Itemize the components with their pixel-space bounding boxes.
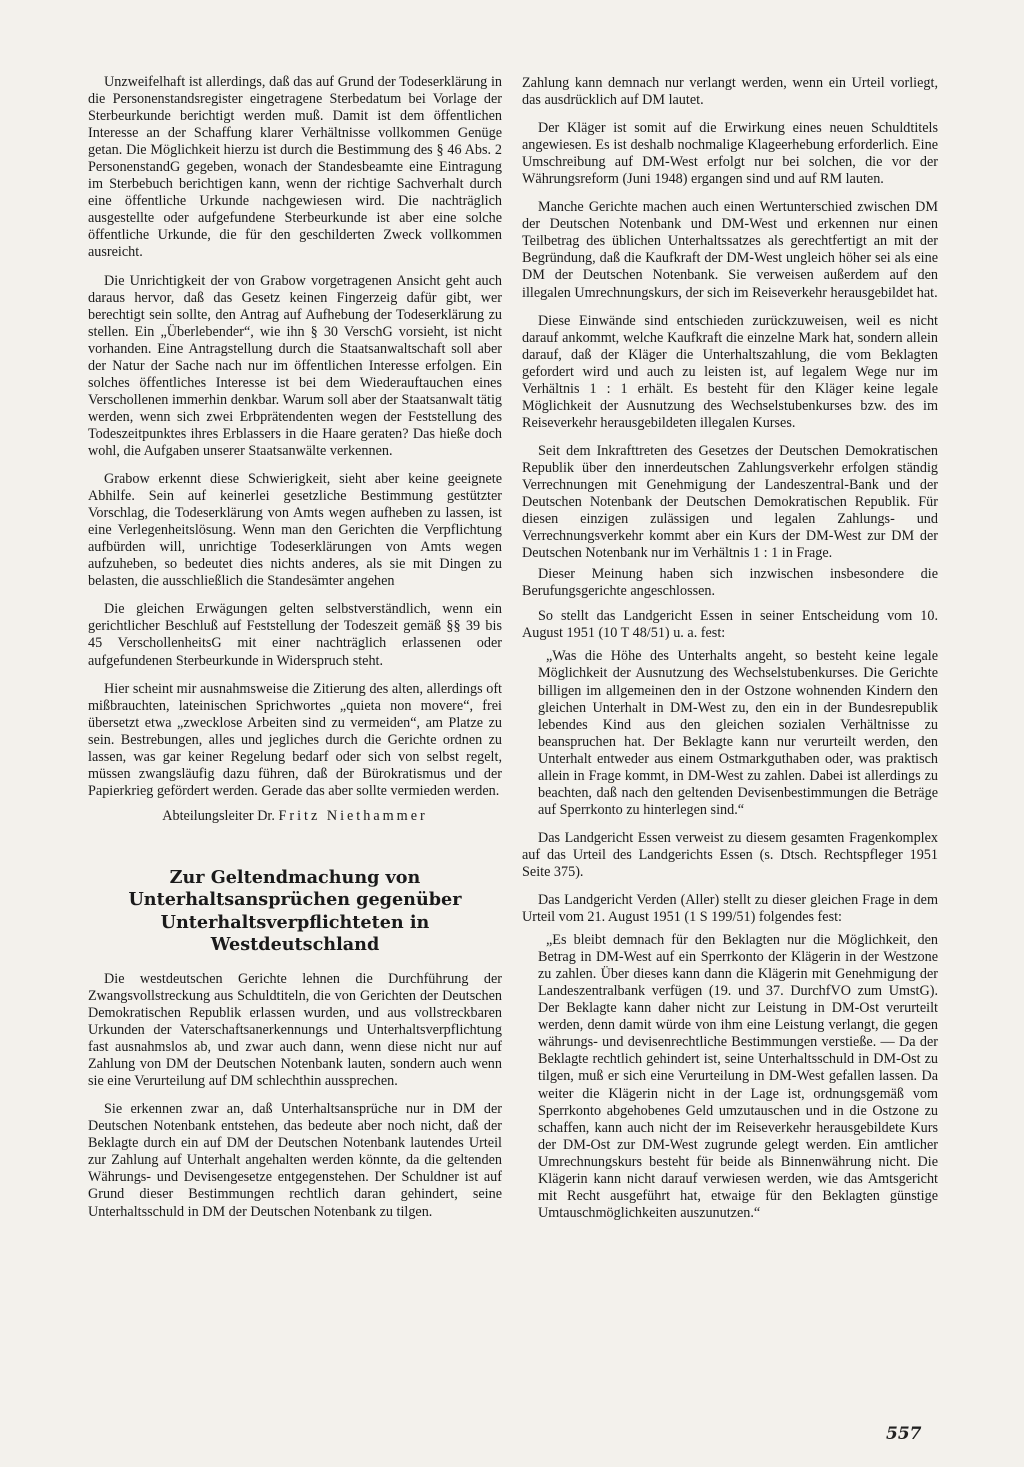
- paragraph: Die Unrichtigkeit der von Grabow vorgetragenen Ansicht geht auch daraus hervor, daß das Gesetz keinen Fingerzeig dafür gibt, wer berechtigt sein sollte, den Antrag auf Aufhebung der Todeserklärung zu stellen. Ein „Überlebender“, wie ihn § 30 VerschG vorsieht, ist nicht vorhanden. Eine Antragstellung durch die Staatsanwaltschaft soll aber der Natur der Sache nach nur im öffentlichen Interesse erfolgen. Ein solches öffentliches Interesse ist bei dem Wiederauftauchen eines Verschollenen immerhin denkbar. Warum soll aber der Staatsanwalt tätig werden, wenn sich zwei Erbprätendenten wegen der Feststellung des Todeszeitpunktes ihres Erblassers in die Haare geraten? Das hieße doch wohl, die Aufgaben unserer Staatsanwälte verkennen.: [88, 272, 502, 459]
- paragraph: Seit dem Inkrafttreten des Gesetzes der Deutschen Demokratischen Republik über den innerdeutschen Zahlungsverkehr erfolgen ständig Verrechnungen mit Genehmigung der Landeszentral-Bank und der Deutschen Notenbank der Deutschen Demokratischen Republik. Für diesen einzigen zulässigen und legalen Zahlungs- und Verrechnungsverkehr kommt aber ein Kurs der DM-West zur DM der Deutschen Notenbank nur im Verhältnis 1 : 1 in Frage.: [522, 442, 938, 562]
- left-column: [88, 74, 502, 1232]
- paragraph: Diese Einwände sind entschieden zurückzuweisen, weil es nicht darauf ankommt, welche Kaufkraft die einzelne Mark hat, sondern allein darauf, daß der Kläger die Unterhaltszahlung, die vom Beklagten gefordert wird und auch zu leisten ist, auf legalem Wege nur im Verhältnis 1 : 1 erhält. Es besteht für den Kläger keine legale Möglichkeit der Ausnutzung des Wechselstubenkurses bzw. des im Reiseverkehr herausgebildeten illegalen Kurses.: [522, 312, 938, 431]
- paragraph: Hier scheint mir ausnahmsweise die Zitierung des alten, allerdings oft mißbrauchten, lateinischen Sprichwortes „quieta non movere“, frei übersetzt etwa „zwecklose Arbeiten sind zu vermeiden“, am Platze zu sein. Bestrebungen, alles und jegliches durch die Gerichte ordnen zu lassen, was gar keiner Regelung bedarf oder sich von selbst regelt, müssen zwangsläufig dazu führen, daß der Bürokratismus und der Papierkrieg gefördert werden. Gerade das aber sollte vermieden werden.: [88, 680, 502, 799]
- court-quote: „Was die Höhe des Unterhalts angeht, so besteht keine legale Möglichkeit der Ausnutzung des Wechselstubenkurses. Die Gerichte billigen im allgemeinen den in der Ostzone wohnenden Kindern den gleichen Unterhalt in DM-West zu, den ein in der Bundesrepublik lebendes Kind aus den gleichen sozialen Verhältnisse zu beanspruchen hat. Der Beklagte kann nur verurteilt werden, den Unterhalt entweder aus einem Ostmarkguthaben oder, was praktisch allein in Frage kommt, in DM-West zu zahlen. Dabei ist allerdings zu beachten, daß nach den geltenden Devisenbestimmungen die Beträge auf Sperrkonto zu hinterlegen sind.“: [538, 648, 938, 818]
- author-name: Fritz Niethammer: [278, 807, 428, 824]
- paragraph: Das Landgericht Essen verweist zu diesem gesamten Fragenkomplex auf das Urteil des Landgerichts Essen (s. Dtsch. Rechtspfleger 1951 Seite 375).: [522, 829, 938, 880]
- paragraph: Unzweifelhaft ist allerdings, daß das auf Grund der Todeserklärung in die Personenstandsregister eingetragene Sterbedatum bei Vorlage der Sterbeurkunde berichtigt werden muß. Damit ist dem öffentlichen Interesse an der Schaffung klarer Verhältnisse vollkommen Genüge getan. Die Möglichkeit hierzu ist durch die Bestimmung des § 46 Abs. 2 PersonenstandG gegeben, wonach der Standesbeamte eine Eintragung im Sterbebuch berichtigen kann, wenn der richtige Sachverhalt durch eine öffentliche Urkunde nachgewiesen wird. Die nachträglich ausgestellte oder aufgefundene Sterbeurkunde ist aber eine solche öffentliche Urkunde, die für den geschilderten Zweck vollkommen ausreicht.: [88, 74, 502, 261]
- paragraph: Manche Gerichte machen auch einen Wertunterschied zwischen DM der Deutschen Notenbank und DM-West und erkennen nur einen Teilbetrag des üblichen Unterhaltssatzes als gerechtfertigt an mit der Begründung, daß die Kaufkraft der DM-West ungleich höher sei als eine DM der Deutschen Notenbank. Sie verweisen außerdem auf den illegalen Umrechnungskurs, der sich im Reiseverkehr herausgebildet hat.: [522, 199, 938, 301]
- paragraph: Zahlung kann demnach nur verlangt werden, wenn ein Urteil vorliegt, das ausdrücklich auf DM lautet.: [522, 75, 938, 109]
- paragraph: Die westdeutschen Gerichte lehnen die Durchführung der Zwangsvollstreckung aus Schuldtiteln, die von Gerichten der Deutschen Demokratischen Republik erlassen wurden, und aus vollstreckbaren Urkunden der Vaterschaftsanerkennungs und Unterhaltsverpflichtung fast ausnahmslos ab, und zwar auch dann, wenn diese nicht nur auf Zahlung von DM der Deutschen Notenbank lauten, sondern auch wenn sie eine Verurteilung auf DM schlechthin aussprechen.: [88, 970, 502, 1090]
- paragraph: Die gleichen Erwägungen gelten selbstverständlich, wenn ein gerichtlicher Beschluß auf Feststellung der Todeszeit gemäß §§ 39 bis 45 VerschollenheitsG mit einer nachträglich erlassenen oder aufgefundenen Sterbeurkunde in Widerspruch steht.: [88, 601, 502, 669]
- court-quote: „Es bleibt demnach für den Beklagten nur die Möglichkeit, den Betrag in DM-West auf ein Sperrkonto der Klägerin in der Westzone zu zahlen. Über dieses kann dann die Klägerin mit Genehmigung der Landeszentralbank verfügen (19. und 37. DurchfVO zum UmstG). Der Beklagte kann daher nicht zur Leistung in DM-Ost verurteilt werden, denn damit würde von ihm eine Leistung verlangt, die gegen währungs- und devisenrechtliche Bestimmungen verstieße. — Da der Beklagte rechtlich gehindert ist, seine Unterhaltsschuld in DM-Ost zu tilgen, muß er sich eine Verurteilung in DM-West gefallen lassen. Da weiter die Klägerin nicht in der Lage ist, ordnungsgemäß vom Sperrkonto abgehobenes Geld umzutauschen und in die Ostzone zu schaffen, kann auch nicht der im Reiseverkehr herausgebildete Kurs der DM-Ost zur DM-West zugrunde gelegt werden. Ein amtlicher Umrechnungskurs besteht für beide als Binnenwährung nicht. Die Klägerin kann nicht darauf verwiesen werden, wie das Amtsgericht mit Recht ausgeführt hat, etwaige für den Beklagten günstige Umtauschmöglichkeiten auszunutzen.“: [538, 932, 938, 1221]
- paragraph: Das Landgericht Verden (Aller) stellt zu dieser gleichen Frage in dem Urteil vom 21. August 1951 (1 S 199/51) folgendes fest:: [522, 892, 938, 926]
- paragraph: So stellt das Landgericht Essen in seiner Entscheidung vom 10. August 1951 (10 T 48/51) u. a. fest:: [522, 608, 938, 642]
- paragraph: Sie erkennen zwar an, daß Unterhaltsansprüche nur in DM der Deutschen Notenbank entstehen, das bedeute aber noch nicht, daß der Beklagte durch ein auf DM der Deutschen Notenbank lautendes Urteil zur Zahlung auf Unterhalt angehalten werden könnte, da die geltenden Währungs- und Devisengesetze entgegenstehen. Der Schuldner ist auf Grund dieser Bestimmungen rechtlich daran gehindert, seine Unterhaltsschuld in DM der Deutschen Notenbank zu tilgen.: [88, 1101, 502, 1220]
- paragraph: Dieser Meinung haben sich inzwischen insbesondere die Berufungsgerichte angeschlossen.: [522, 566, 938, 600]
- article-headline: Zur Geltendmachung von Unterhaltsansprüchen gegenüber Unterhaltsverpflichteten in Westdeutschland: [128, 866, 462, 956]
- paragraph: Der Kläger ist somit auf die Erwirkung eines neuen Schuldtitels angewiesen. Es ist deshalb nochmalige Klageerhebung erforderlich. Eine Umschreibung auf DM-West erfolgt nur bei solchen, die vor der Währungsreform (Juni 1948) ergangen sind und auf RM lauten.: [522, 120, 938, 188]
- author-role: Abteilungsleiter Dr.: [162, 807, 275, 824]
- author-signature: [88, 808, 502, 825]
- page-number: 557: [886, 1424, 922, 1444]
- paragraph: Grabow erkennt diese Schwierigkeit, sieht aber keine geeignete Abhilfe. Sein auf keinerlei gesetzliche Bestimmung gestützter Vorschlag, die Todeserklärung von Amts wegen aufheben zu lassen, ist eine Verlegenheitslösung. Wenn man den Gerichten die Verpflichtung aufbürden will, unrichtige Todeserklärungen von Amts wegen aufzuheben, so bedeutet dies nichts anderes, als sie mit Dingen zu belasten, die ausschließlich die Standesämter angehen: [88, 471, 502, 590]
- right-column: [522, 75, 938, 1233]
